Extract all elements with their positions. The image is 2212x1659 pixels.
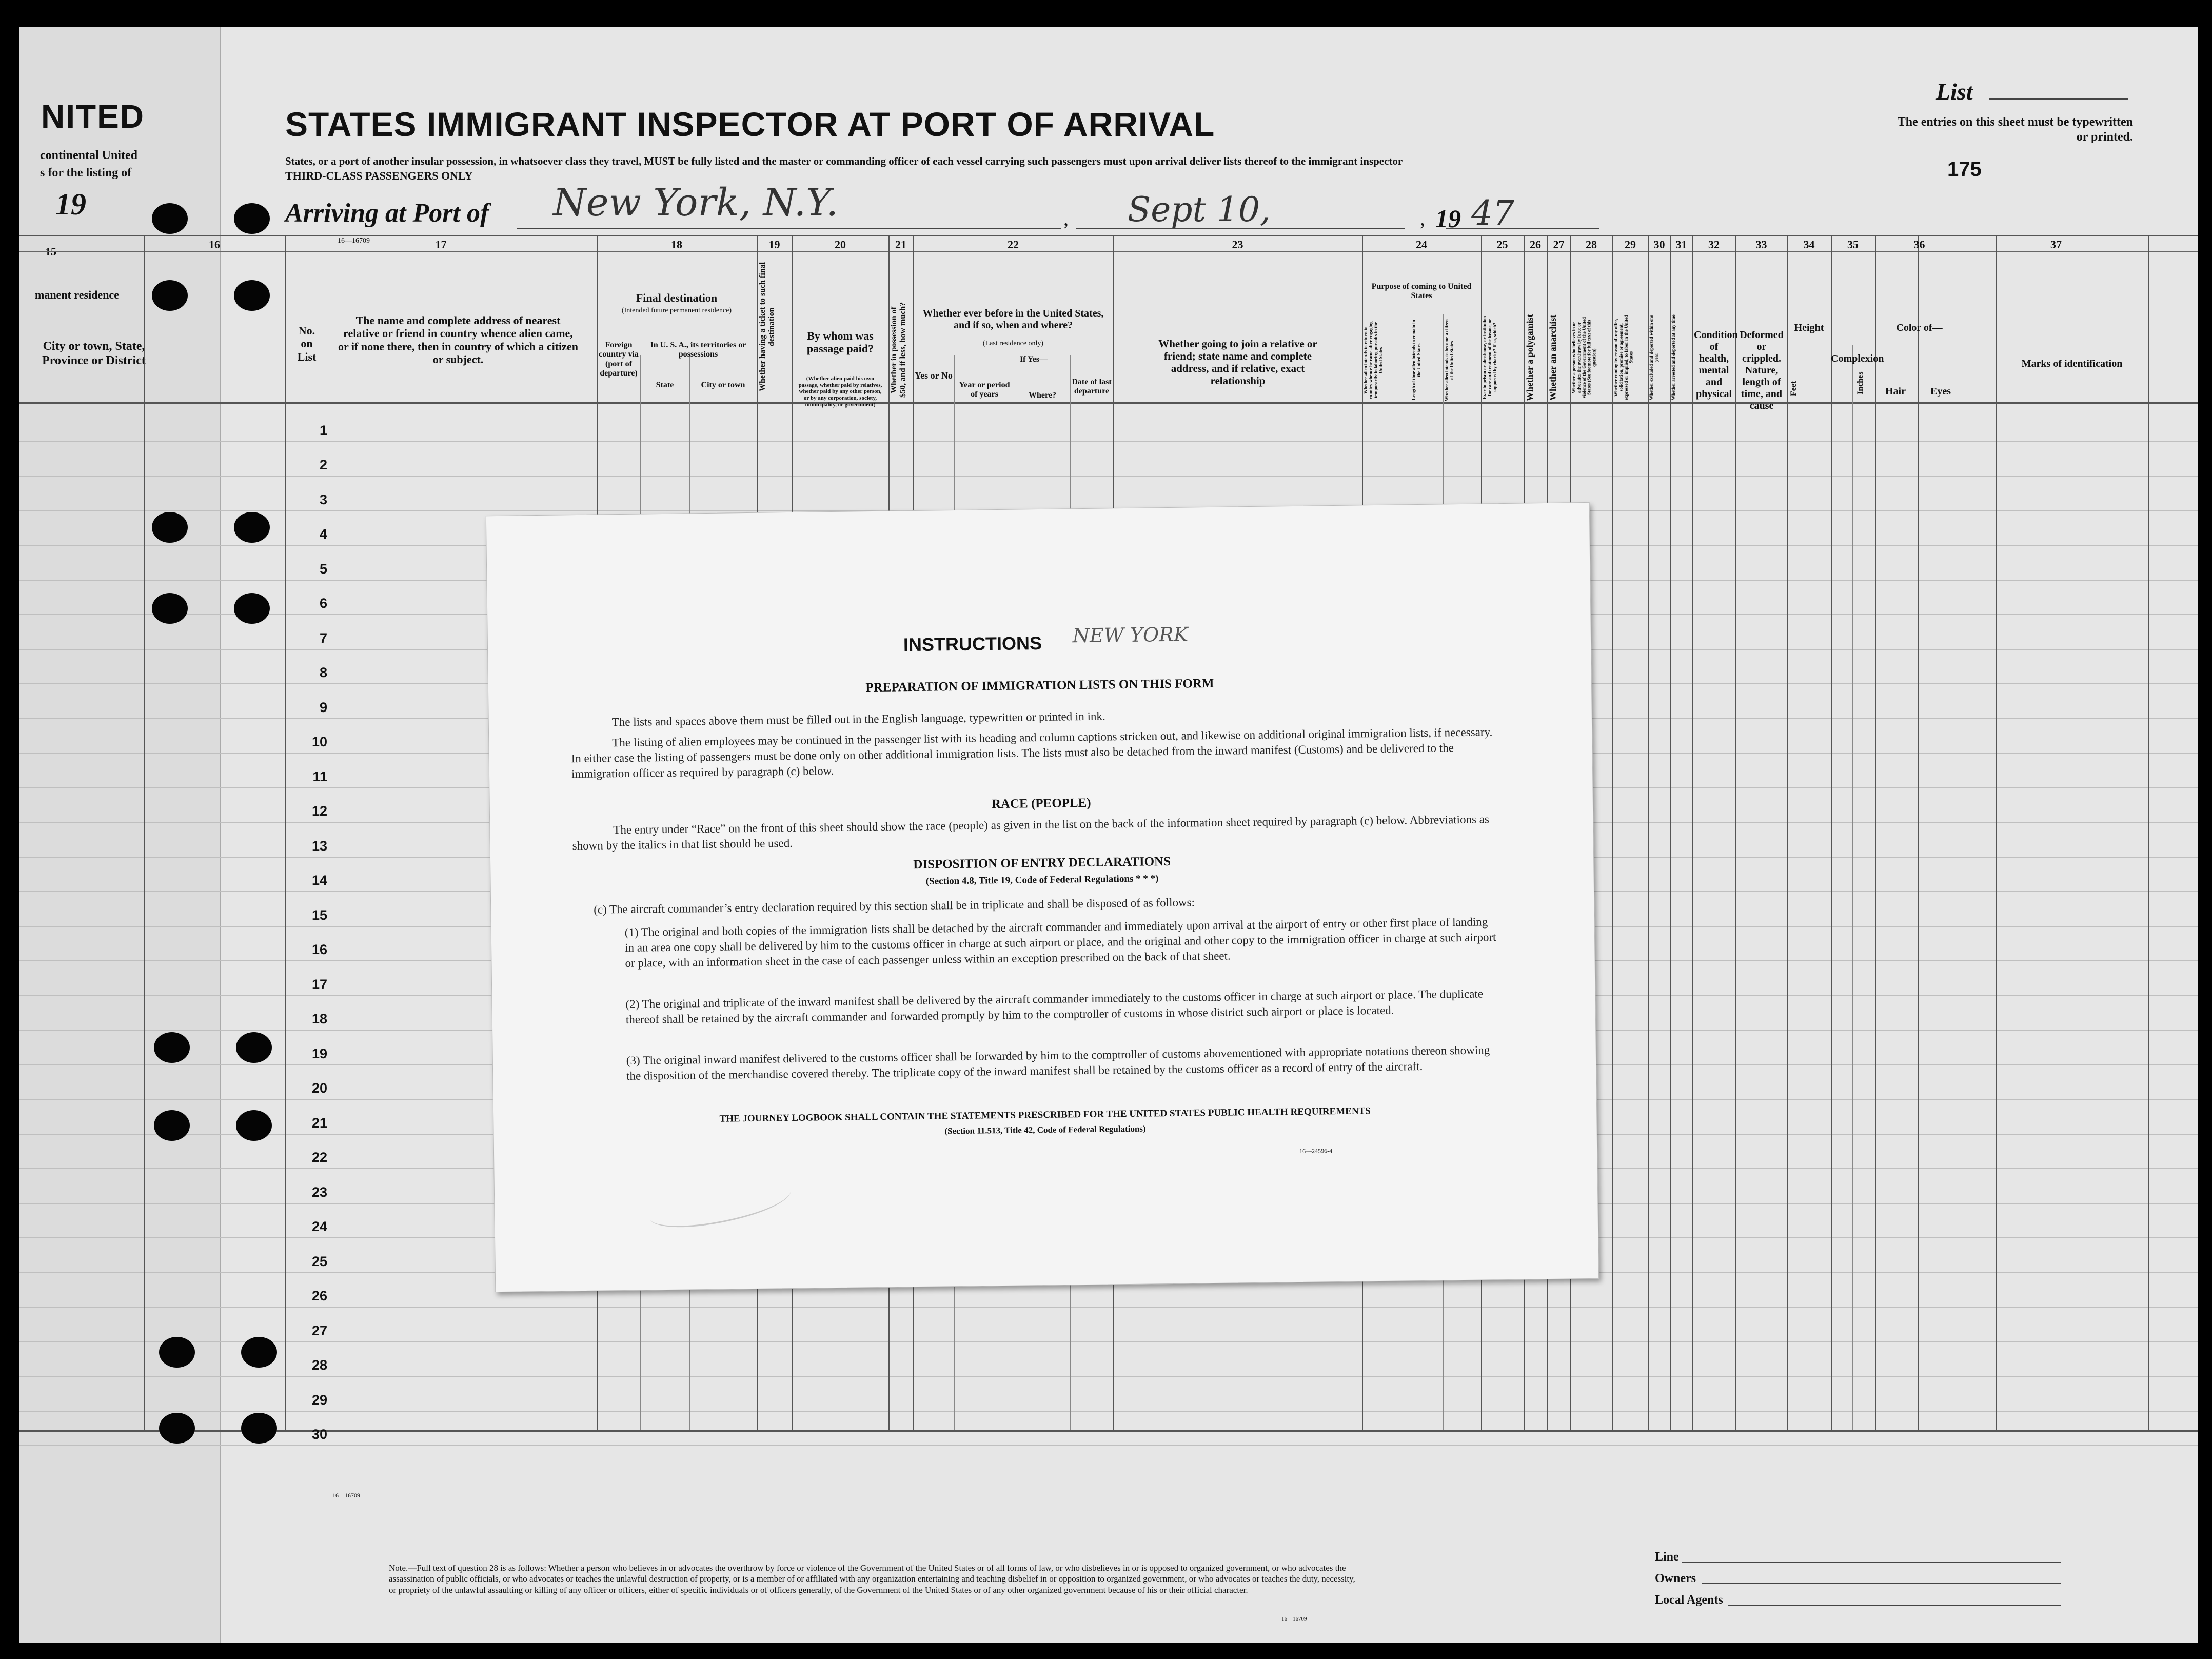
col-num-18: 18 (671, 238, 682, 251)
col-num-28: 28 (1586, 238, 1597, 251)
instructions-item-3: (3) The original inward manifest delivered to the customs officer shall be forwarded by him to the comptroller of customs abovementioned with appropriate notations thereon showing the disposition of the merchandise covered thereby. The triplicate copy of the inward manifest shall be retained by the customs officer as a record of entry of the aircraft. (626, 1043, 1490, 1082)
punch-hole (241, 1413, 277, 1444)
header-feet: Feet (1789, 381, 1798, 396)
row-number: 30 (311, 1427, 327, 1442)
row-number: 16 (311, 942, 327, 957)
row-number: 17 (311, 976, 327, 992)
header-overthrow: Whether a person who believes in or advocates the overthrow by force or violence of the Government of the United States (See footnote for full text of this question) (1571, 317, 1597, 398)
col-num-19: 19 (768, 238, 780, 251)
header-purpose-a: Whether alien intends to return to country whence he came after engaging temporarily in laboring pursuits in the United States (1363, 321, 1384, 399)
row-number: 4 (319, 526, 327, 542)
section-race-title: RACE (PEOPLE) (991, 796, 1091, 812)
col-num-36: 36 (1913, 238, 1925, 251)
header-final-destination-note: (Intended future permanent residence) (621, 307, 732, 314)
header-in-usa: In U. S. A., its territories or possessions (650, 341, 746, 359)
row-number: 13 (311, 838, 327, 854)
header-where: Where? (1029, 391, 1056, 400)
header-relative: The name and complete address of nearest relative or friend in country whence alien came, or if none there, then in country of which a citizen or subject. (338, 314, 578, 366)
header-year: Year or period of years (959, 381, 1010, 399)
header-passage-paid-note: (Whether alien paid his own passage, whether paid by relatives, whether paid by any other person, or by any corporation, society, municipality, or government) (798, 376, 882, 408)
row-line (19, 476, 2198, 477)
row-number: 12 (311, 803, 327, 819)
row-number: 5 (319, 561, 327, 577)
stub-line2: s for the listing of (40, 166, 132, 180)
header-labor-offer: Whether coming by reason of any offer, solicitation, promise or agreement, expressed or implied, to labor in the United States (1613, 315, 1634, 401)
punch-hole (236, 1032, 272, 1063)
insert-handwritten-note: NEW YORK (1072, 623, 1189, 647)
header-purpose-c: Whether alien intends to become a citizen of the United States (1444, 319, 1454, 401)
header-prison: Ever in prison or almshouse, or institution for care and treatment of the insane, or supported by charity? If so, which? (1482, 315, 1497, 400)
col-num-27: 27 (1553, 238, 1565, 251)
stub-col-15-top: manent residence (35, 288, 119, 301)
header-deformed: Deformed or crippled. Nature, length of time, and cause (1740, 329, 1784, 411)
header-color-of: Color of— (1896, 322, 1943, 333)
stub-col-15: 15 (45, 245, 56, 258)
header-final-destination: Final destination (636, 291, 718, 304)
row-number: 1 (319, 422, 327, 438)
section-disposition-title: DISPOSITION OF ENTRY DECLARATIONS (913, 854, 1171, 872)
header-foreign-country: Foreign country via (port of departure) (599, 341, 639, 378)
col-num-30: 30 (1653, 238, 1665, 251)
journey-logbook-sub: (Section 11.513, Title 42, Code of Federal Regulations) (944, 1123, 1146, 1136)
punch-hole (234, 280, 270, 311)
row-number: 14 (311, 873, 327, 888)
row-number: 8 (319, 665, 327, 680)
header-polygamist: Whether a polygamist (1525, 314, 1535, 401)
punch-hole (152, 593, 188, 624)
instructions-item-1: (1) The original and both copies of the immigration lists shall be detached by the aircraft commander and immediately upon arrival at the airport of entry or other first place of landing in an area one copy shall be delivered by him to the customs officer in charge at such airport or place, and the original and other copy to the immigration officer in charge at such airport or place, with an information sheet in the case of each passenger unless within an exception prescribed on the back of that sheet. (624, 915, 1496, 970)
col-num-31: 31 (1675, 238, 1687, 251)
row-line (19, 441, 2198, 442)
row-line (19, 1445, 2198, 1446)
header-state: State (656, 381, 674, 389)
row-number: 10 (311, 734, 327, 749)
list-label: List (1936, 78, 1973, 105)
col-num-34: 34 (1803, 238, 1815, 251)
punch-hole (152, 280, 188, 311)
col-num-32: 32 (1708, 238, 1720, 251)
instructions-p3: The entry under “Race” on the front of this sheet should show the race (people) as given in the list on the back of the information sheet required by paragraph (c) below. Abbreviations as shown by the italics in that list should be used. (572, 813, 1489, 853)
stub-line1: continental United (40, 149, 138, 162)
punch-hole (152, 203, 188, 234)
year-handwritten[interactable]: 47 (1471, 193, 1514, 233)
row-line (19, 1376, 2198, 1377)
row-number: 23 (311, 1184, 327, 1200)
header-complexion: Complexion (1831, 353, 1884, 364)
line-label: Line (1655, 1550, 1679, 1564)
instructions-pc: (c) The aircraft commander’s entry declaration required by this section shall be in triplicate and shall be disposed of as follows: (594, 896, 1195, 916)
punch-hole (154, 1110, 190, 1141)
col-num-22: 22 (1008, 238, 1019, 251)
row-line (19, 1411, 2198, 1412)
header-city: City or town (701, 381, 745, 389)
date-handwritten[interactable]: Sept 10, (1128, 190, 1271, 229)
row-number: 15 (311, 907, 327, 923)
instructions-item-2: (2) The original and triplicate of the inward manifest shall be delivered by the aircraft commander immediately to the customs officer in charge at such airport or place. The duplicate thereof shall be retained by the aircraft commander and forwarded promptly by him to the comptroller of customs in whose district such airport or place is located. (625, 987, 1484, 1026)
row-line (19, 1307, 2198, 1308)
header-purpose-b: Length of time alien intends to remain in the United States (1411, 320, 1421, 401)
col-num-17: 17 (435, 238, 447, 251)
header-yes-no: Yes or No (915, 370, 953, 381)
row-number: 9 (319, 699, 327, 715)
col-num-29: 29 (1625, 238, 1636, 251)
col-num-25: 25 (1496, 238, 1508, 251)
row-number: 21 (311, 1115, 327, 1131)
row-number: 18 (311, 1011, 327, 1026)
header-ever-before-note: (Last residence only) (982, 340, 1044, 347)
header-hair: Hair (1885, 386, 1906, 397)
row-number: 3 (319, 491, 327, 507)
instructions-title: INSTRUCTIONS (903, 632, 1042, 656)
col-num-26: 26 (1530, 238, 1541, 251)
faint-signature (646, 1175, 794, 1234)
stub-col-15-sub: City or town, State, Province or District (42, 340, 146, 367)
year-prefix: 19 (1435, 204, 1461, 233)
stub-year: 19 (55, 187, 86, 221)
col-num-37: 37 (2050, 238, 2062, 251)
punch-hole (159, 1337, 195, 1368)
form-subtitle: States, or a port of another insular possession, in whatsoever class they travel, MUST be fully listed and the master or commanding officer of each vessel carrying such passengers must upon arrival deliver lists thereof to the immigrant inspector (285, 155, 1403, 167)
col-num-35: 35 (1847, 238, 1859, 251)
manifest-sheet: NITED continental United s for the listing of 19 15 manent residence City or town, State, Province or District STATES IMMIGRANT INSPECTOR AT PORT OF ARRIVAL States, or a port of another insular possession, in whatsoever class they travel, MUST be fully listed and the master or commanding officer of each vessel carrying such passengers must upon arrival deliver lists thereof to the immigrant inspector THIRD-CLASS PASSENGERS ONLY Arriving at Port of New York, N.Y. , Sept 10, , 19 47 16—16709 List The entries on this sheet must be typewritten or printed. 175 16 17 18 19 20 21 22 23 24 25 26 27 28 29 30 31 32 33 34 35 36 37 No. on List The name and complete address of nearest relative or friend in country whence alien came, or if none there, then in country of which a citizen or subject. Final destination (Intended future permanent residence) Foreign country via (port of departure) In U. S. A., its territories or possessions State City or town Whether having a ticket to such final destination By whom was passage paid? (Whether alien paid his own passage, whether paid by relatives, whether paid by any other person, or by any corporation, society, municipality, or government) Whether in possession of $50, and if less, how much? Whether ever before in the United States, and if so, when and where? (Last residence only) Yes or No If Yes— Year or period of years Where? Date of last departure Whether going to join a relative or friend; state name and complete address, and if relative, exact relationship Purpose of coming to United States Whether alien intends to return to country whence he came after engaging temporarily in laboring pursuits in the United States Length of time alien intends to remain in the United States Whether alien intends to become a citizen of the United States Ever in prison or almshouse, or institution for care and treatment of the insane, or supported by charity? If so, which? Whether a polygamist Whether an anarchist Whether a person who believes in or advocates the overthrow by force or violence of the Government of the United States (See footnote for full text of this question) Whether coming by reason of any offer, solicitation, promise or agreement, expressed or implied, to labor in the United States Whether excluded and deported within one year Whether arrested and deported at any time Condition of health, mental and physical Deformed or crippled. Nature, length of time, and cause Height Feet Inches Complexion Color of— Hair Eyes Marks of identification 1 2 3 4 5 6 7 8 9 10 11 12 13 14 15 16 17 18 19 20 21 22 23 24 25 26 27 28 29 30 16—16709 Note.—Full text of question 28 is as follows: Whether a person who believes in or advocates the overthrow by force or violence of the Government of the United States or of all forms of law, or who disbelieves in or is opposed to organized government, or who advocates the assassination of public officials, or who advocates or teaches the unlawful destruction of property, or is a member of or affiliated with any organization entertaining and teaching disbelief in or opposition to organized government, or who advocates or teaches the duty, necessity, or propriety of the unlawful assaulting or killing of any officer or officers, either of specific individuals or of officers generally, of the Government of the United States or of any other organized government because of his or their official character. 16—16709 Line Owners Local Agents INSTRUCTIONS NEW YORK PREPARATION OF IMMIGRATION LISTS ON THIS FORM The lists and spaces above them must be filled out in the English language, typewritten or printed in ink. The listing of alien employees may be continued in the passenger list with its heading and column captions stricken out, and likewise on additional original immigration lists, if necessary. In either case the listing of passengers must be done only on other additional immigration lists. The lists must also be detached from the inward manifest (Customs) and be delivered to the immigration officer as required by paragraph (c) below. RACE (PEOPLE) The entry under “Race” on the front of this sheet should show the race (people) as given in the list on the back of the information sheet required by paragraph (c) below. Abbreviations as shown by the italics in that list should be used. DISPOSITION OF ENTRY DECLARATIONS (Section 4.8, Title 19, Code of Federal Regulations * * *) (c) The aircraft commander’s entry declaration required by this section shall be in triplicate and shall be disposed of as follows: (1) The original and both copies of the immigration lists shall be detached by the aircraft commander and immediately upon arrival at the airport of entry or other first place of landing in an area one copy shall be delivered by him to the customs officer in charge at such airport or place, and the original and other copy to the immigration officer in charge at such airport or place, with an information sheet in the case of each passenger unless within an exception prescribed on the back of that sheet. (2) The original and triplicate of the inward manifest shall be delivered by the aircraft commander immediately to the customs officer in charge at such airport or place. The duplicate thereof shall be retained by the aircraft commander and forwarded promptly by him to the comptroller of customs in whose district such airport or place is located. (3) The original inward manifest delivered to the customs officer shall be forwarded by him to the comptroller of customs abovementioned with appropriate notations thereon showing the disposition of the merchandise covered thereby. The triplicate copy of the inward manifest shall be retained by the customs officer as a record of entry of the aircraft. THE JOURNEY LOGBOOK SHALL CONTAIN THE STATEMENTS PRESCRIBED FOR THE UNITED STATES PUBLIC HEALTH REQUIREMENTS (Section 11.513, Title 42, Code of Federal Regulations) 16—24596-4 (19, 27, 2198, 1643)
punch-hole (234, 593, 270, 624)
header-passage-paid: By whom was passage paid? (806, 329, 874, 356)
row-number: 29 (311, 1392, 327, 1408)
col-num-16: 16 (209, 238, 220, 251)
col-num-21: 21 (895, 238, 906, 251)
header-ticket: Whether having a ticket to such final destination (758, 262, 776, 392)
header-arrested: Whether arrested and deported at any time (1671, 314, 1676, 401)
row-number: 19 (311, 1045, 327, 1061)
header-purpose: Purpose of coming to United States (1371, 282, 1472, 301)
header-marks: Marks of identification (2021, 358, 2123, 369)
punch-hole (154, 1032, 190, 1063)
form-title: STATES IMMIGRANT INSPECTOR AT PORT OF ARRIVAL (285, 105, 1215, 143)
header-height: Height (1794, 322, 1824, 333)
header-join-relative: Whether going to join a relative or friend; state name and complete address, and if relative, exact relationship (1158, 338, 1317, 387)
footer-note: Note.—Full text of question 28 is as follows: Whether a person who believes in or advocates the overthrow by force or violence of the Government of the United States or of all forms of law, or who disbelieves in or is opposed to organized government, or who advocates the assassination of public officials, or who advocates or teaches the unlawful destruction of property, or is a member of or affiliated with any organization entertaining and teaching disbelief in or opposition to organized government, or who advocates or teaches the duty, necessity, or propriety of the unlawful assaulting or killing of any officer or officers, either of specific individuals or of officers generally, of the Government of the United States or of any other organized government because of his or their official character. (389, 1563, 1355, 1595)
sheet-number: 175 (1947, 158, 1982, 181)
punch-hole (234, 203, 270, 234)
row-number: 24 (311, 1219, 327, 1234)
header-anarchist: Whether an anarchist (1548, 314, 1558, 401)
form-subtitle-2: THIRD-CLASS PASSENGERS ONLY (285, 169, 473, 182)
col-num-23: 23 (1232, 238, 1243, 251)
header-health: Condition of health, mental and physical (1694, 329, 1738, 400)
footer-code: 16—16709 (1281, 1616, 1307, 1622)
row-number: 2 (319, 457, 327, 472)
rows-footer-code: 16—16709 (332, 1492, 360, 1499)
header-ever-before: Whether ever before in the United States, and if so, when and where? (922, 308, 1104, 331)
instructions-p2: The listing of alien employees may be continued in the passenger list with its heading and column captions stricken out, and likewise on additional original immigration lists, if necessary. In either case the listing of passengers must be done only on other additional immigration lists. The lists must also be detached from the inward manifest (Customs) and be delivered to the immigration officer as required by paragraph (c) below. (571, 725, 1493, 780)
row-number: 7 (319, 630, 327, 646)
row-line (19, 1341, 2198, 1342)
punch-hole (241, 1337, 277, 1368)
row-number: 11 (312, 768, 327, 784)
col-num-33: 33 (1755, 238, 1767, 251)
row-number: 28 (311, 1357, 327, 1373)
punch-hole (152, 512, 188, 543)
row-number: 25 (311, 1253, 327, 1269)
punch-hole (159, 1413, 195, 1444)
row-number: 22 (311, 1150, 327, 1165)
journey-logbook: THE JOURNEY LOGBOOK SHALL CONTAIN THE STATEMENTS PRESCRIBED FOR THE UNITED STATES PUBLIC HEALTH REQUIREMENTS (719, 1105, 1371, 1124)
local-agents-label: Local Agents (1655, 1593, 1723, 1607)
stub-title: NITED (41, 98, 145, 135)
instructions-p1: The lists and spaces above them must be filled out in the English language, typewritten or printed in ink. (611, 709, 1105, 729)
arriving-label: Arriving at Port of (285, 199, 489, 228)
header-excluded: Whether excluded and deported within one year (1649, 314, 1659, 401)
left-stub (19, 27, 221, 1643)
section-disposition-sub: (Section 4.8, Title 19, Code of Federal Regulations * * *) (925, 873, 1159, 887)
port-handwritten[interactable]: New York, N.Y. (553, 181, 839, 225)
punch-hole (236, 1110, 272, 1141)
row-number: 20 (311, 1080, 327, 1096)
row-number: 27 (311, 1322, 327, 1338)
header-inches: Inches (1856, 371, 1865, 395)
section-preparation-title: PREPARATION OF IMMIGRATION LISTS ON THIS FORM (865, 676, 1214, 695)
punch-hole (234, 512, 270, 543)
entries-note: The entries on this sheet must be typewritten or printed. (1897, 115, 2133, 144)
header-50-dollars: Whether in possession of $50, and if less, how much? (890, 302, 907, 398)
header-if-yes: If Yes— (1019, 355, 1048, 364)
header-no-on-list: No. on List (297, 324, 317, 363)
row-number: 6 (319, 596, 327, 611)
insert-code: 16—24596-4 (1299, 1147, 1333, 1155)
instructions-insert (486, 502, 1599, 1292)
row-number: 26 (311, 1288, 327, 1304)
col-num-20: 20 (835, 238, 846, 251)
header-date-departure: Date of last departure (1072, 378, 1112, 396)
form-code: 16—16709 (338, 237, 370, 245)
header-eyes: Eyes (1930, 386, 1951, 397)
owners-label: Owners (1655, 1572, 1696, 1585)
col-num-24: 24 (1416, 238, 1427, 251)
